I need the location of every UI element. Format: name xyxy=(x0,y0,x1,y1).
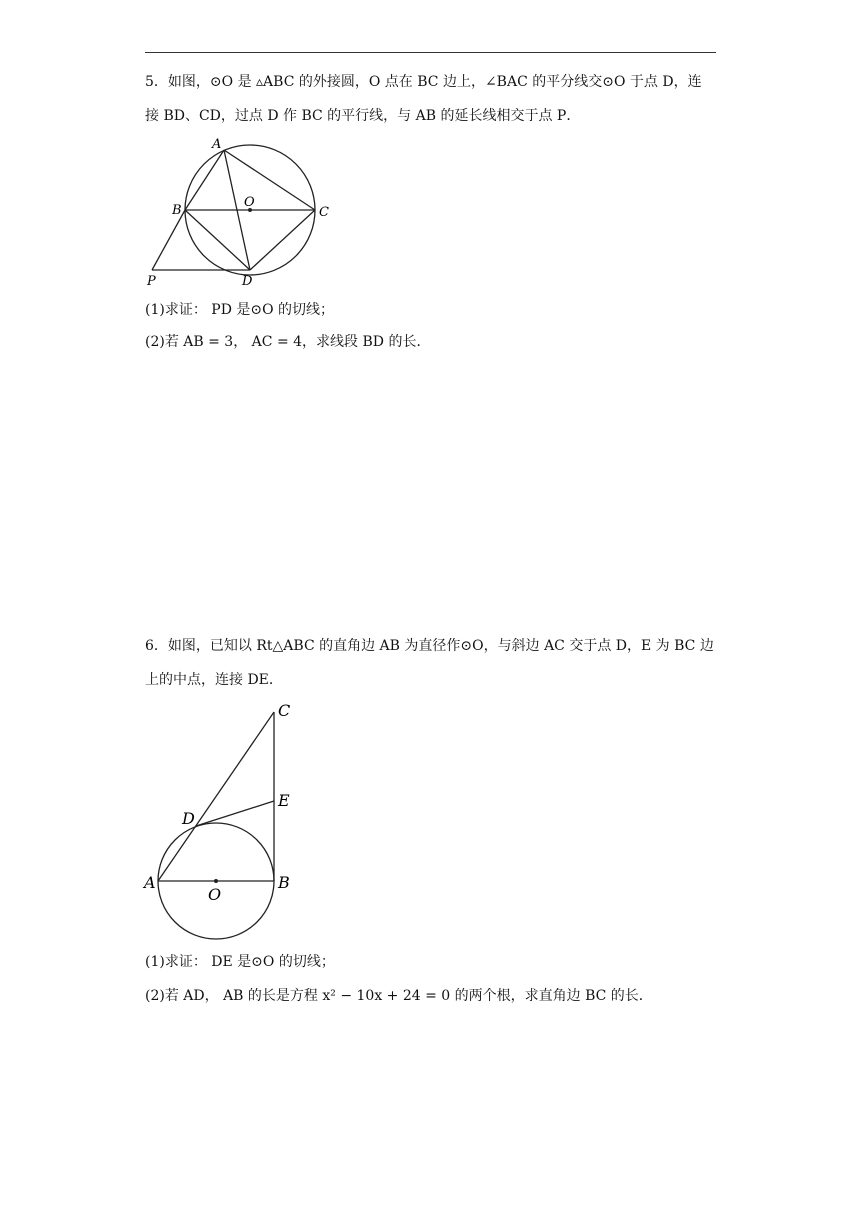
label-a: A xyxy=(212,137,222,152)
segment-bd xyxy=(185,210,250,270)
label-c: C xyxy=(319,205,329,220)
segment-cd xyxy=(250,210,315,270)
segment-ab xyxy=(185,150,224,210)
label-d: D xyxy=(182,809,195,828)
label-a: A xyxy=(144,873,156,892)
problem5-statement-line2: 接 BD、CD，过点 D 作 BC 的平行线，与 AB 的延长线相交于点 P． xyxy=(145,108,581,124)
label-b: B xyxy=(278,873,290,892)
label-p: P xyxy=(147,274,156,289)
label-b: B xyxy=(172,203,182,218)
label-d: D xyxy=(242,274,253,289)
label-e: E xyxy=(278,791,290,810)
segment-ac xyxy=(158,712,274,881)
problem6-figure xyxy=(140,698,310,948)
problem5-statement-line1: 5．如图，⊙O 是 ▵ABC 的外接圆，O 点在 BC 边上，∠BAC 的平分线交⊙O 于点 D，连 xyxy=(145,74,702,90)
problem5-figure xyxy=(140,130,340,290)
problem6-statement-line1: 6．如图，已知以 Rt△ABC 的直角边 AB 为直径作⊙O，与斜边 AC 交于点 D，E 为 BC 边 xyxy=(145,638,714,654)
problem6-statement-line2: 上的中点，连接 DE． xyxy=(145,672,283,688)
label-o: O xyxy=(208,885,222,904)
problem5-part2: (2)若 AB = 3， AC = 4，求线段 BD 的长． xyxy=(145,334,431,350)
segment-de xyxy=(196,801,274,826)
problem6-part1: (1)求证： DE 是⊙O 的切线； xyxy=(145,954,335,970)
center-o-dot xyxy=(214,879,218,883)
header-rule xyxy=(145,52,716,53)
label-o: O xyxy=(244,195,255,210)
segment-bp xyxy=(152,210,185,270)
segment-ac xyxy=(224,150,315,210)
label-c: C xyxy=(278,701,291,720)
problem5-part1: (1)求证： PD 是⊙O 的切线； xyxy=(145,302,335,318)
problem6-part2: (2)若 AD， AB 的长是方程 x² − 10x + 24 = 0 的两个根，求直角边 BC 的长． xyxy=(145,988,653,1004)
